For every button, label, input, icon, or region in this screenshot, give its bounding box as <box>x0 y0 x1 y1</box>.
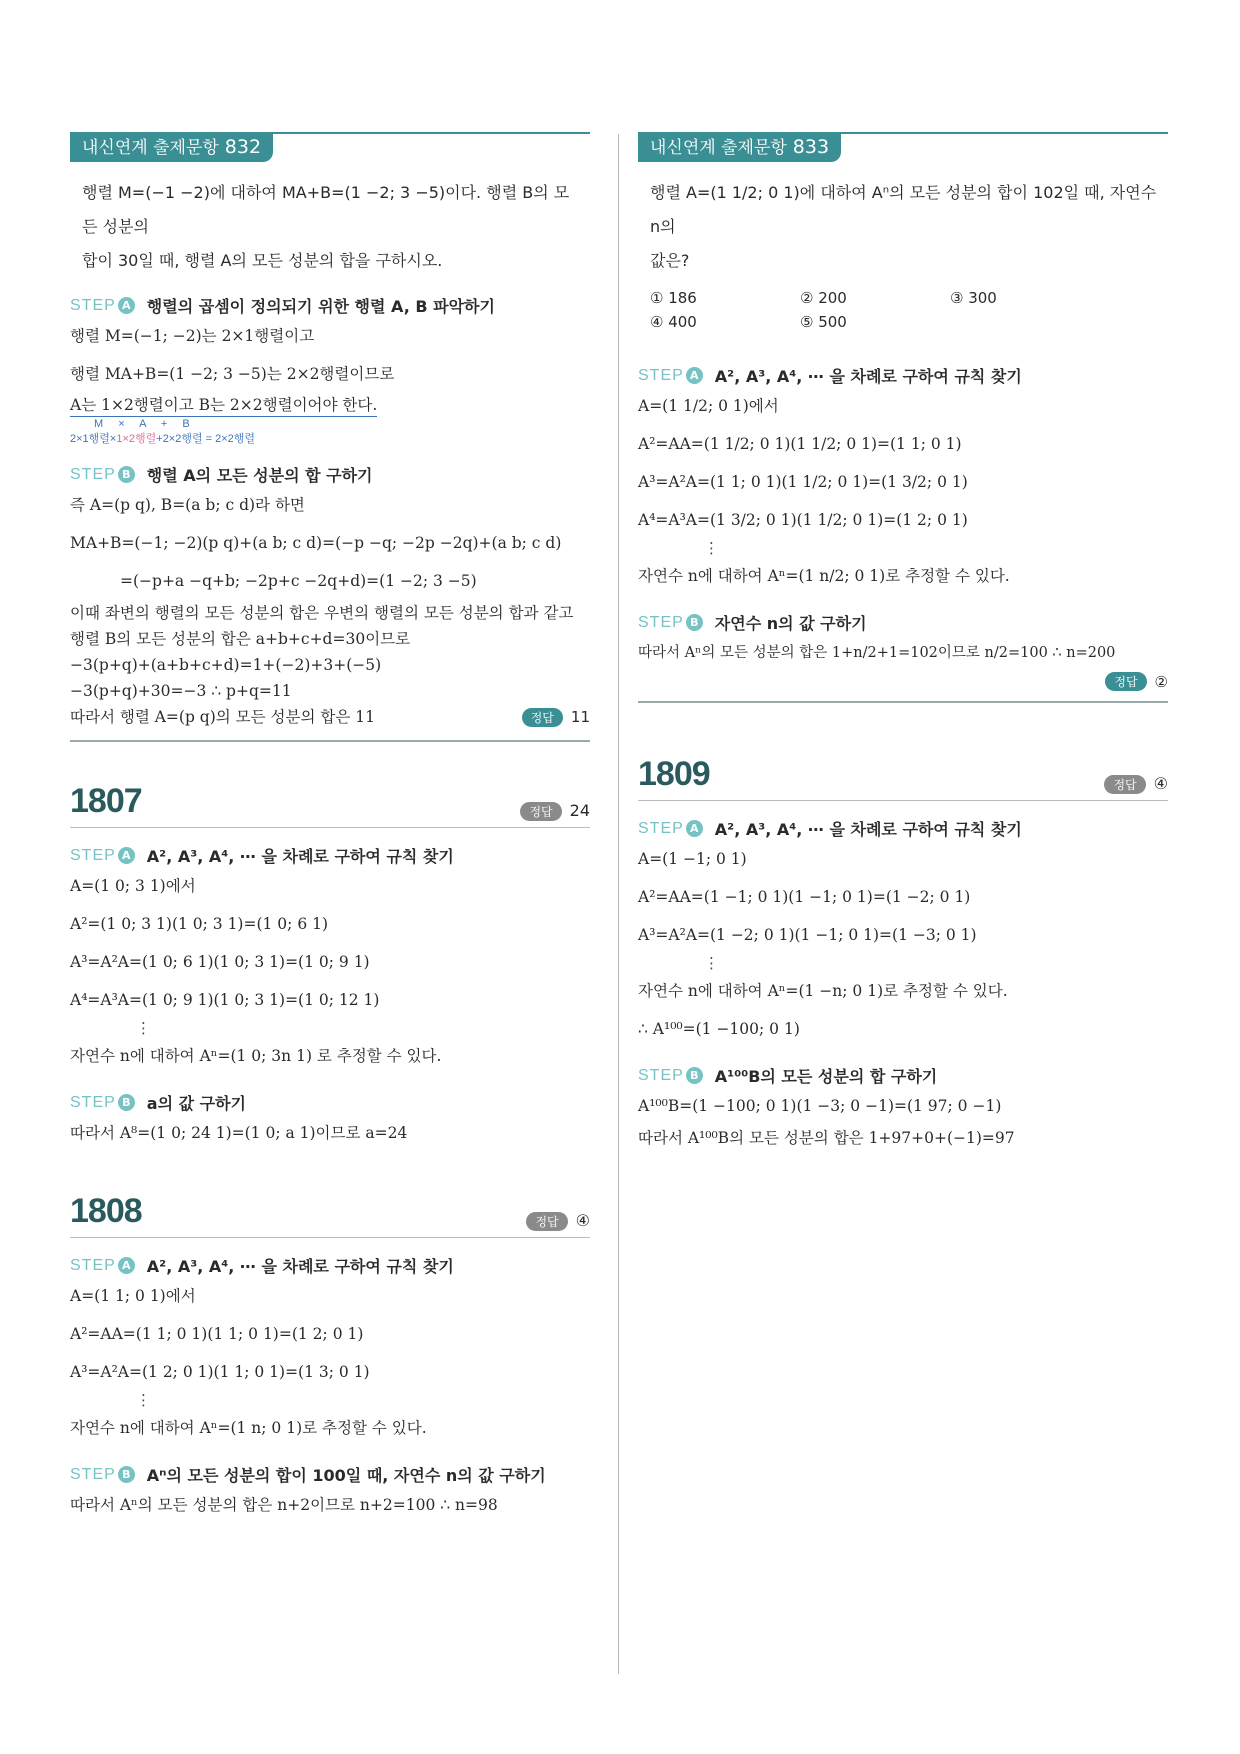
answer-row <box>638 672 1168 691</box>
solution-line: A⁴=A³A=(1 3/2; 0 1)(1 1/2; 0 1)=(1 2; 0 1) <box>638 511 968 529</box>
solution-line: A²=AA=(1 −1; 0 1)(1 −1; 0 1)=(1 −2; 0 1) <box>638 888 971 906</box>
solution-line: A³=A²A=(1 2; 0 1)(1 1; 0 1)=(1 3; 0 1) <box>70 1363 370 1381</box>
answer-choices <box>650 286 1168 334</box>
section-rule <box>70 740 590 742</box>
step-title: 자연수 n의 값 구하기 <box>714 614 867 633</box>
choice-item: ③ 300 <box>950 289 997 307</box>
step-a-heading <box>70 1254 590 1277</box>
problem-number: 1809 <box>638 755 710 793</box>
annotation-part: +2×2행렬 = 2×2행렬 <box>156 433 256 445</box>
answer-pill: 정답 <box>522 708 563 727</box>
tag-number: 832 <box>224 136 262 158</box>
step-title: A², A³, A⁴, ⋯ 을 차례로 구하여 규칙 찾기 <box>714 820 1022 839</box>
step-badge: A <box>118 847 135 864</box>
solution-line: 따라서 Aⁿ의 모든 성분의 합은 1+n/2+1=102이므로 n/2=100 ∴ n=200 <box>638 645 1116 661</box>
solution-line: A³=A²A=(1 1; 0 1)(1 1/2; 0 1)=(1 3/2; 0 1) <box>638 473 968 491</box>
step-title: A², A³, A⁴, ⋯ 을 차례로 구하여 규칙 찾기 <box>714 367 1022 386</box>
solution-line: A³=A²A=(1 −2; 0 1)(1 −1; 0 1)=(1 −3; 0 1) <box>638 926 977 944</box>
problem-line: 행렬 M=(−1 −2)에 대하여 MA+B=(1 −2; 3 −5)이다. 행렬 B의 모든 성분의 <box>82 183 570 236</box>
step-badge: B <box>118 1094 135 1111</box>
problem-line: 합이 30일 때, 행렬 A의 모든 성분의 합을 구하시오. <box>82 251 443 270</box>
solution-line: A는 1×2행렬이고 B는 2×2행렬이어야 한다. <box>70 394 377 417</box>
step-label: STEP <box>70 465 116 483</box>
choice-item: ② 200 <box>800 289 847 307</box>
solution-line: 따라서 A⁸=(1 0; 24 1)=(1 0; a 1)이므로 a=24 <box>70 1124 408 1142</box>
column-divider <box>618 134 619 1674</box>
linked-problem-header <box>638 132 1168 162</box>
tag-number: 833 <box>792 136 830 158</box>
problem-line: 행렬 A=(1 1/2; 0 1)에 대하여 Aⁿ의 모든 성분의 합이 102일 때, 자연수 n의 <box>650 183 1157 236</box>
step-a-heading <box>70 294 590 317</box>
solution-line: A=(1 0; 3 1)에서 <box>70 877 196 895</box>
solution-line: −3(p+q)+30=−3 ∴ p+q=11 <box>70 682 292 700</box>
step-label: STEP <box>70 846 116 864</box>
answer-pill: 정답 <box>1104 775 1145 794</box>
solution-line: 행렬 M=(−1; −2)는 2×1행렬이고 <box>70 327 315 345</box>
choice-item: ④ 400 <box>650 313 697 331</box>
problem-header-1807 <box>70 782 590 828</box>
answer-value: ② <box>1154 672 1168 691</box>
step-title: A², A³, A⁴, ⋯ 을 차례로 구하여 규칙 찾기 <box>146 847 454 866</box>
step-label: STEP <box>70 1256 116 1274</box>
step-badge: B <box>118 466 135 483</box>
ellipsis: ⋮ <box>704 539 719 557</box>
step-b-heading <box>638 611 1168 634</box>
problem-header-1809 <box>638 755 1168 801</box>
solution-line: 따라서 행렬 A=(p q)의 모든 성분의 합은 11 <box>70 708 375 726</box>
ellipsis: ⋮ <box>136 1391 151 1409</box>
answer-value: 24 <box>569 801 590 820</box>
problem-statement <box>82 176 582 278</box>
solution-line: A³=A²A=(1 0; 6 1)(1 0; 3 1)=(1 0; 9 1) <box>70 953 370 971</box>
step-title: a의 값 구하기 <box>146 1094 247 1113</box>
solution-line: MA+B=(−1; −2)(p q)+(a b; c d)=(−p −q; −2p −2q)+(a b; c d) <box>70 534 562 552</box>
step-a-heading <box>638 817 1168 840</box>
annotation-part: 2×1행렬× <box>70 433 117 445</box>
step-badge: A <box>118 1257 135 1274</box>
choice-item: ⑤ 500 <box>800 313 847 331</box>
answer-value: 11 <box>570 707 590 726</box>
left-column <box>70 132 590 1524</box>
step-b-heading <box>70 1463 590 1486</box>
solution-line: 행렬 MA+B=(1 −2; 3 −5)는 2×2행렬이므로 <box>70 365 395 383</box>
solution-line: 즉 A=(p q), B=(a b; c d)라 하면 <box>70 496 305 514</box>
step-badge: A <box>118 297 135 314</box>
problem-header-1808 <box>70 1192 590 1238</box>
solution-line: A=(1 1/2; 0 1)에서 <box>638 397 779 415</box>
problem-number: 1807 <box>70 782 142 820</box>
annotation-highlight: 1×2행렬 <box>116 433 157 445</box>
step-label: STEP <box>70 296 116 314</box>
solution-line: A¹⁰⁰B=(1 −100; 0 1)(1 −3; 0 −1)=(1 97; 0 −1) <box>638 1097 1002 1115</box>
solution-line: 이때 좌변의 행렬의 모든 성분의 합은 우변의 행렬의 모든 성분의 합과 같고 <box>70 604 574 622</box>
solution-line: 자연수 n에 대하여 Aⁿ=(1 n; 0 1)로 추정할 수 있다. <box>70 1419 427 1437</box>
step-badge: B <box>686 1067 703 1084</box>
step-label: STEP <box>70 1465 116 1483</box>
solution-line: 행렬 B의 모든 성분의 합은 a+b+c+d=30이므로 <box>70 630 411 648</box>
tag-label: 내신연계 출제문항 <box>650 138 787 158</box>
answer-value: ④ <box>575 1211 590 1230</box>
solution-line: A²=AA=(1 1; 0 1)(1 1; 0 1)=(1 2; 0 1) <box>70 1325 364 1343</box>
step-badge: A <box>686 820 703 837</box>
answer-value: ④ <box>1153 774 1168 793</box>
step-b-heading <box>70 1091 590 1114</box>
tag-label: 내신연계 출제문항 <box>82 138 219 158</box>
step-label: STEP <box>638 613 684 631</box>
solution-line: 따라서 Aⁿ의 모든 성분의 합은 n+2이므로 n+2=100 ∴ n=98 <box>70 1496 498 1514</box>
step-label: STEP <box>638 1066 684 1084</box>
step-title: 행렬 A의 모든 성분의 합 구하기 <box>146 466 373 485</box>
solution-line: 자연수 n에 대하여 Aⁿ=(1 0; 3n 1) 로 추정할 수 있다. <box>70 1047 442 1065</box>
problem-line: 값은? <box>650 251 690 270</box>
step-badge: B <box>118 1466 135 1483</box>
answer-pill: 정답 <box>520 802 561 821</box>
solution-line: A²=(1 0; 3 1)(1 0; 3 1)=(1 0; 6 1) <box>70 915 329 933</box>
linked-problem-tag <box>70 132 273 162</box>
answer-pill: 정답 <box>526 1212 567 1231</box>
choice-item: ① 186 <box>650 289 697 307</box>
solution-line: −3(p+q)+(a+b+c+d)=1+(−2)+3+(−5) <box>70 656 382 674</box>
solution-line: A=(1 1; 0 1)에서 <box>70 1287 196 1305</box>
step-badge: B <box>686 614 703 631</box>
step-title: 행렬의 곱셈이 정의되기 위한 행렬 A, B 파악하기 <box>146 297 495 316</box>
solution-line: 따라서 A¹⁰⁰B의 모든 성분의 합은 1+97+0+(−1)=97 <box>638 1129 1015 1147</box>
step-title: A¹⁰⁰B의 모든 성분의 합 구하기 <box>714 1067 938 1086</box>
solution-line: =(−p+a −q+b; −2p+c −2q+d)=(1 −2; 3 −5) <box>120 572 477 590</box>
solution-line: A⁴=A³A=(1 0; 9 1)(1 0; 3 1)=(1 0; 12 1) <box>70 991 380 1009</box>
right-column <box>638 132 1168 1151</box>
step-title: Aⁿ의 모든 성분의 합이 100일 때, 자연수 n의 값 구하기 <box>146 1466 546 1485</box>
step-b-heading <box>638 1064 1168 1087</box>
step-label: STEP <box>70 1093 116 1111</box>
step-a-heading <box>638 364 1168 387</box>
solution-line: A=(1 −1; 0 1) <box>638 850 747 868</box>
problem-statement <box>650 176 1160 278</box>
solution-line: ∴ A¹⁰⁰=(1 −100; 0 1) <box>638 1020 800 1038</box>
section-rule <box>638 701 1168 703</box>
ellipsis: ⋮ <box>136 1019 151 1037</box>
answer-row <box>70 704 590 730</box>
step-badge: A <box>686 367 703 384</box>
annotation-top: M × A + B <box>94 418 196 430</box>
step-label: STEP <box>638 366 684 384</box>
step-title: A², A³, A⁴, ⋯ 을 차례로 구하여 규칙 찾기 <box>146 1257 454 1276</box>
answer-pill: 정답 <box>1105 672 1146 691</box>
problem-number: 1808 <box>70 1192 142 1230</box>
annotation-bottom <box>70 432 590 447</box>
linked-problem-tag <box>638 132 841 162</box>
solution-line: A²=AA=(1 1/2; 0 1)(1 1/2; 0 1)=(1 1; 0 1) <box>638 435 962 453</box>
step-b-heading <box>70 463 590 486</box>
linked-problem-header <box>70 132 590 162</box>
step-label: STEP <box>638 819 684 837</box>
solution-line: 자연수 n에 대하여 Aⁿ=(1 −n; 0 1)로 추정할 수 있다. <box>638 982 1008 1000</box>
step-a-heading <box>70 844 590 867</box>
ellipsis: ⋮ <box>704 954 719 972</box>
solution-line: 자연수 n에 대하여 Aⁿ=(1 n/2; 0 1)로 추정할 수 있다. <box>638 567 1010 585</box>
